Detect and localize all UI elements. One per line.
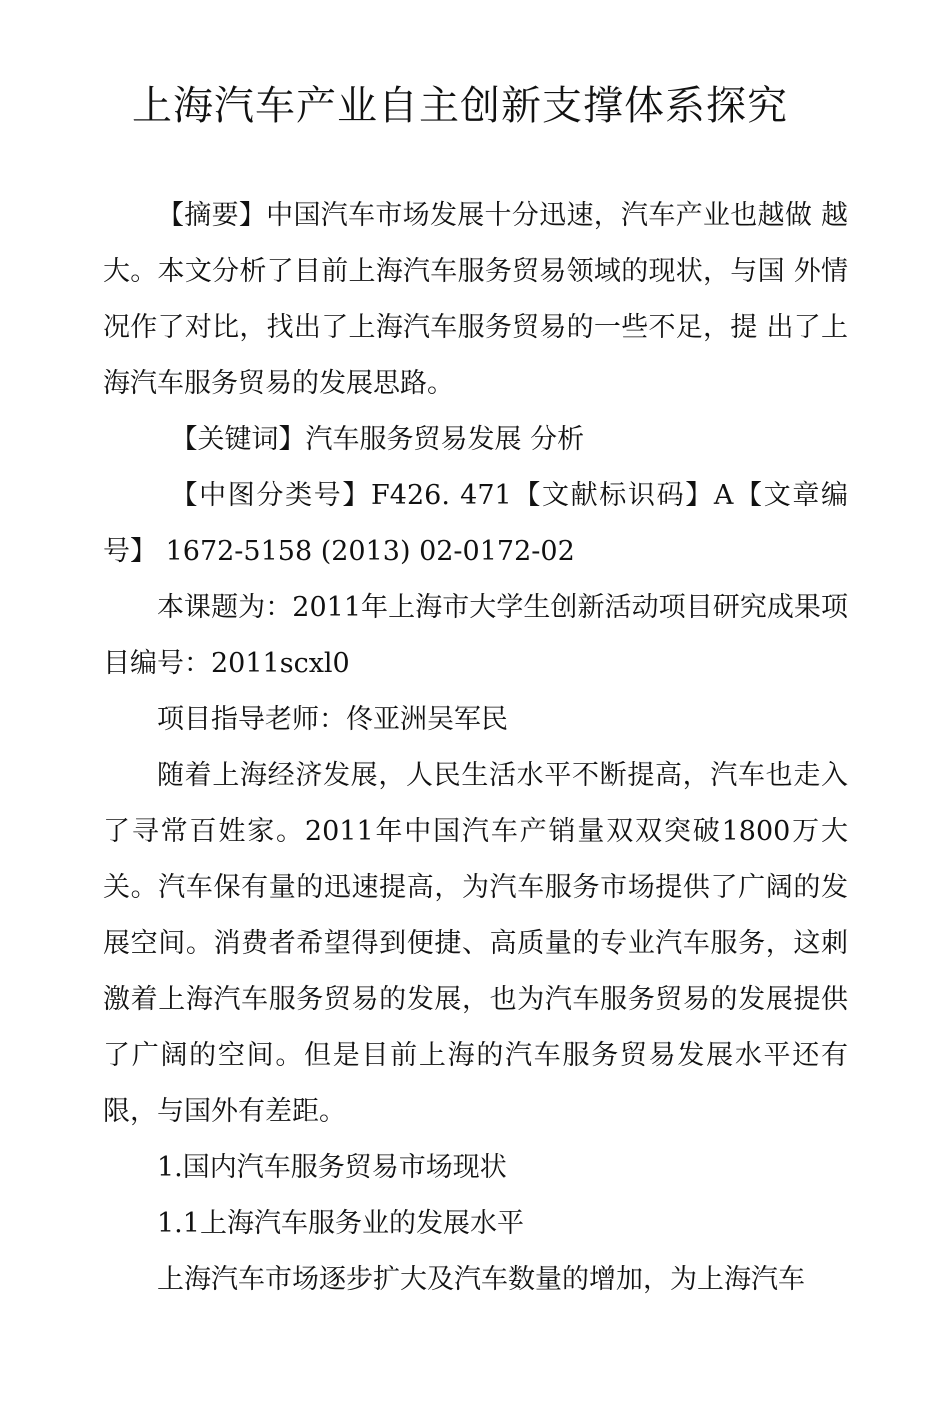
keywords-paragraph: 【关键词】汽车服务贸易发展 分析 bbox=[170, 424, 585, 455]
document-title: 上海汽车产业自主创新支撑体系探究 bbox=[132, 83, 788, 129]
abstract-paragraph: 【摘要】中国汽车市场发展十分迅速，汽车产业也越做 越大。本文分析了目前上海汽车服务贸易领域的现状，与国 外情况作了对比，找出了上海汽车服务贸易的一些不足，提 出了上海汽车服务贸易的发展思路。 bbox=[103, 200, 848, 399]
document-body bbox=[103, 188, 848, 1308]
advisor-paragraph: 项目指导老师：佟亚洲吴军民 bbox=[157, 704, 508, 735]
classification-paragraph: 【中图分类号】F426. 471【文献标识码】A【文章编号】 1672-5158 (2013) 02-0172-02 bbox=[103, 480, 848, 567]
intro-paragraph: 随着上海经济发展，人民生活水平不断提高，汽车也走入了寻常百姓家。2011年中国汽车产销量双双突破1800万大关。汽车保有量的迅速提高，为汽车服务市场提供了广阔的发展空间。消费者希望得到便捷、高质量的专业汽车服务，这刺激着上海汽车服务贸易的发展，也为汽车服务贸易的发展提供了广阔的空间。但是目前上海的汽车服务贸易发展水平还有限，与国外有差距。 bbox=[103, 760, 848, 1127]
section-heading-1: 1.国内汽车服务贸易市场现状 bbox=[157, 1152, 507, 1183]
project-info-paragraph: 本课题为：2011年上海市大学生创新活动项目研究成果项目编号：2011scxl0 bbox=[103, 592, 848, 679]
body-paragraph: 上海汽车市场逐步扩大及汽车数量的增加，为上海汽车 bbox=[157, 1264, 805, 1295]
section-heading-1-1: 1.1上海汽车服务业的发展水平 bbox=[157, 1208, 524, 1239]
